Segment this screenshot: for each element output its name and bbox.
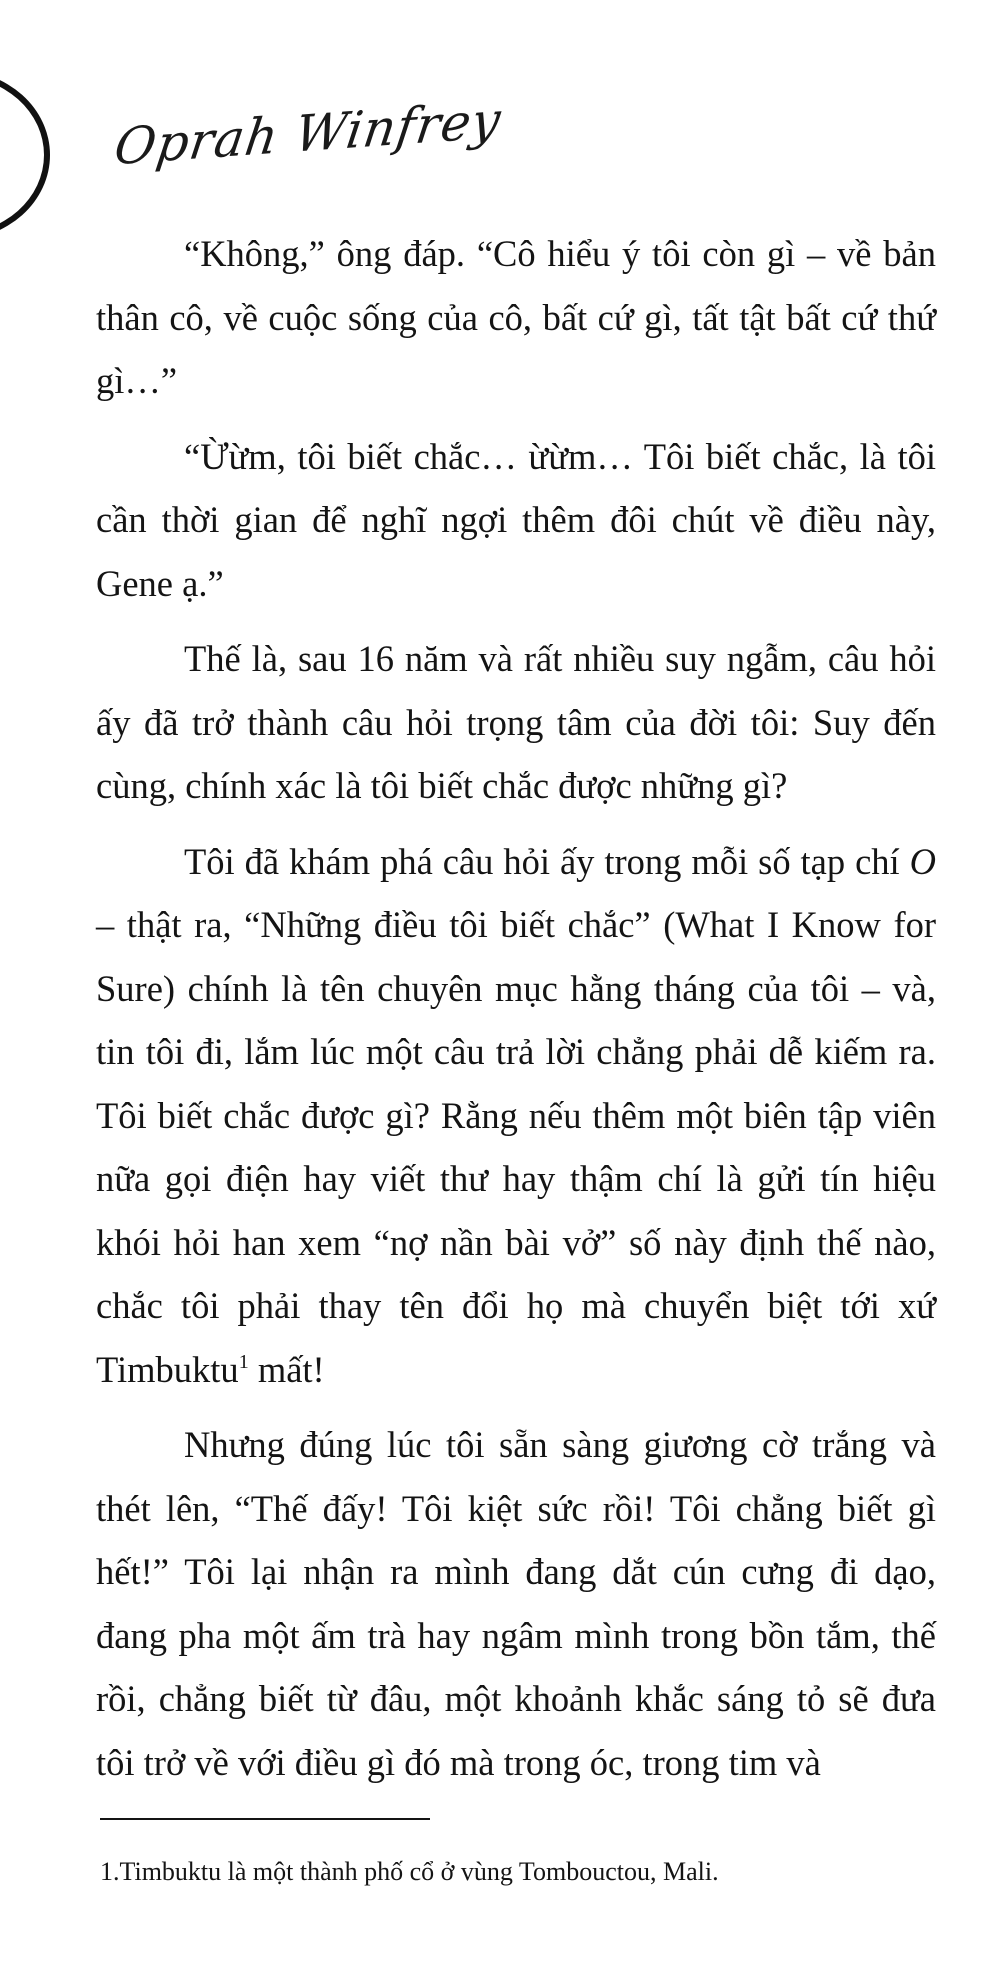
footnote-divider: [100, 1818, 430, 1820]
footnote-marker: 1: [238, 1350, 249, 1373]
paragraph: Nhưng đúng lúc tôi sẵn sàng giương cờ trắng và thét lên, “Thế đấy! Tôi kiệt sức rồi! Tôi chẳng biết gì hết!” Tôi lại nhận ra mình đang dắt cún cưng đi dạo, đang pha một ấm trà hay ngâm mình trong bồn tắm, thế rồi, chẳng biết từ đâu, một khoảnh khắc sáng tỏ sẽ đưa tôi trở về với điều gì đó mà trong óc, trong tim và: [96, 1424, 936, 1783]
magazine-title: O: [909, 840, 936, 882]
body-text: [96, 222, 936, 1806]
paragraph: “Ừừm, tôi biết chắc… ừừm… Tôi biết chắc, là tôi cần thời gian để nghĩ ngợi thêm đôi chút về điều này, Gene ạ.”: [96, 435, 936, 604]
paragraph: Thế là, sau 16 năm và rất nhiều suy ngẫm, câu hỏi ấy đã trở thành câu hỏi trọng tâm của đời tôi: Suy đến cùng, chính xác là tôi biết chắc được những gì?: [96, 638, 936, 806]
author-signature: Oprah Winfrey: [110, 90, 505, 177]
decorative-arc: [0, 70, 50, 240]
paragraph: Tôi đã khám phá câu hỏi ấy trong mỗi số tạp chí O – thật ra, “Những điều tôi biết chắc” (What I Know for Sure) chính là tên chuyên mục hằng tháng của tôi – và, tin tôi đi, lắm lúc một câu trả lời chẳng phải dễ kiếm ra. Tôi biết chắc được gì? Rằng nếu thêm một biên tập viên nữa gọi điện hay viết thư hay thậm chí là gửi tín hiệu khói hỏi han xem “nợ nần bài vở” số này định thế nào, chắc tôi phải thay tên đổi họ mà chuyển biệt tới xứ Timbuktu$^1$ mất!: [96, 840, 936, 1390]
footnote: 1.Timbuktu là một thành phố cổ ở vùng Tombouctou, Mali.: [100, 1857, 719, 1886]
paragraph: “Không,” ông đáp. “Cô hiểu ý tôi còn gì – về bản thân cô, về cuộc sống của cô, bất cứ gì, tất tật bất cứ thứ gì…”: [96, 233, 936, 401]
